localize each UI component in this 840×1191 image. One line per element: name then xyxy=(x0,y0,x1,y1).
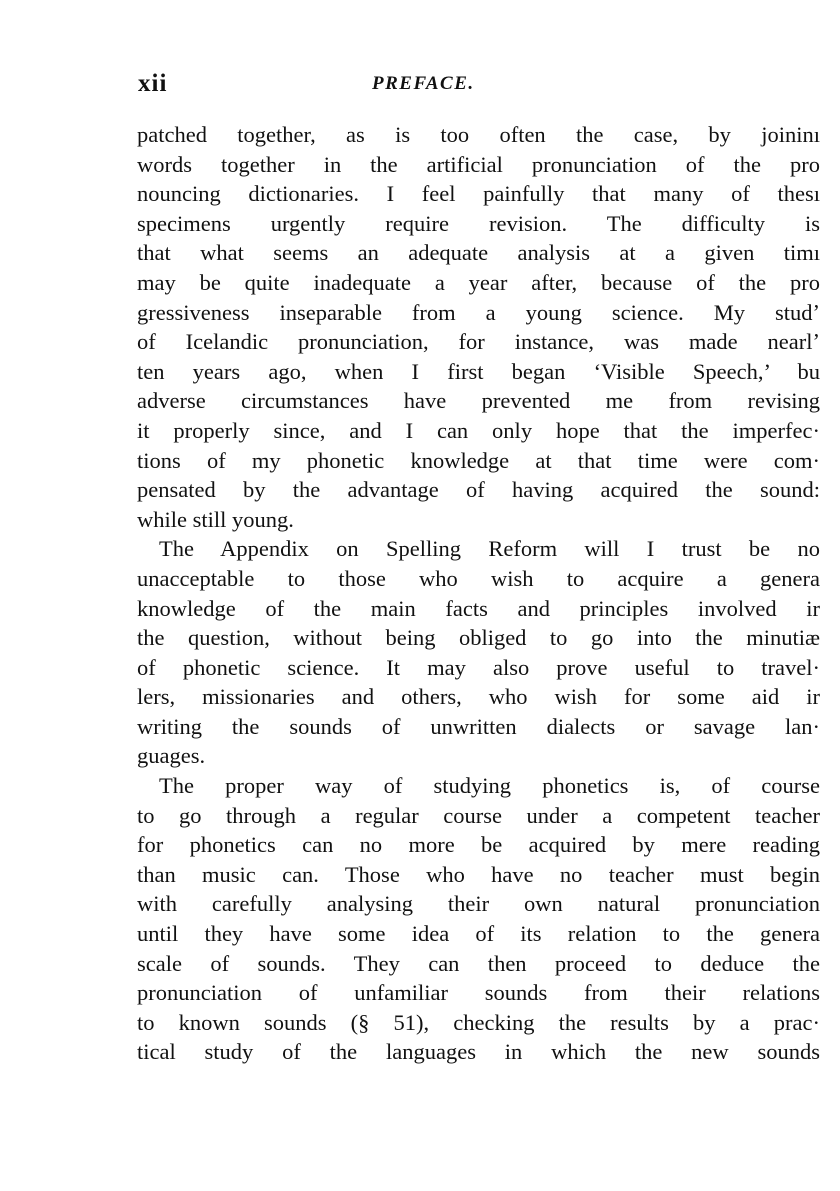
text-line: tical study of the languages in which the new sounds xyxy=(137,1039,820,1065)
text-line: gressiveness inseparable from a young science. My studʼ xyxy=(137,299,820,325)
text-line: that what seems an adequate analysis at a given timı xyxy=(137,240,820,266)
page-header xyxy=(138,70,838,106)
text-line: than music can. Those who have no teacher must begin xyxy=(137,861,820,887)
text-line: adverse circumstances have prevented me from revising xyxy=(137,388,820,414)
text-line: ten years ago, when I first began ‘Visible Speech,’ bu xyxy=(137,358,820,384)
page-number: xii xyxy=(138,70,168,97)
text-line: tions of my phonetic knowledge at that time were com· xyxy=(137,447,820,473)
text-line: to known sounds (§ 51), checking the results by a prac· xyxy=(137,1009,820,1035)
text-line: patched together, as is too often the case, by joininı xyxy=(137,122,820,147)
text-line: of Icelandic pronunciation, for instance, was made nearlʼ xyxy=(137,329,820,355)
text-line: with carefully analysing their own natural pronunciation xyxy=(137,891,820,917)
text-line: writing the sounds of unwritten dialects or savage lan· xyxy=(137,713,820,739)
text-line: The proper way of studying phonetics is, of course xyxy=(159,773,820,799)
text-line: while still young. xyxy=(137,506,294,532)
text-line: pensated by the advantage of having acquired the sound: xyxy=(137,477,820,503)
text-line: scale of sounds. They can then proceed to deduce the xyxy=(137,950,820,976)
text-line: unacceptable to those who wish to acquire a genera xyxy=(137,565,820,591)
text-line: until they have some idea of its relation to the genera xyxy=(137,921,820,947)
text-line: it properly since, and I can only hope that the imperfec· xyxy=(137,417,820,443)
body-text xyxy=(137,120,840,1067)
text-line: for phonetics can no more be acquired by mere reading xyxy=(137,832,820,858)
text-line: The Appendix on Spelling Reform will I trust be no xyxy=(159,536,820,562)
running-head: PREFACE. xyxy=(372,73,475,94)
text-line: knowledge of the main facts and principles involved ir xyxy=(137,595,820,621)
text-line: to go through a regular course under a competent teacher xyxy=(137,802,820,828)
text-line: lers, missionaries and others, who wish for some aid ir xyxy=(137,684,820,710)
text-line: of phonetic science. It may also prove useful to travel· xyxy=(137,654,820,680)
text-line: words together in the artificial pronunciation of the pro xyxy=(137,151,820,177)
text-line: may be quite inadequate a year after, because of the pro xyxy=(137,269,820,295)
text-line: pronunciation of unfamiliar sounds from their relations xyxy=(137,980,820,1006)
text-line: specimens urgently require revision. The difficulty is xyxy=(137,210,820,236)
text-line: the question, without being obliged to go into the minutiæ xyxy=(137,625,820,651)
text-line: guages. xyxy=(137,743,206,769)
text-line: nouncing dictionaries. I feel painfully that many of thesı xyxy=(137,181,820,207)
